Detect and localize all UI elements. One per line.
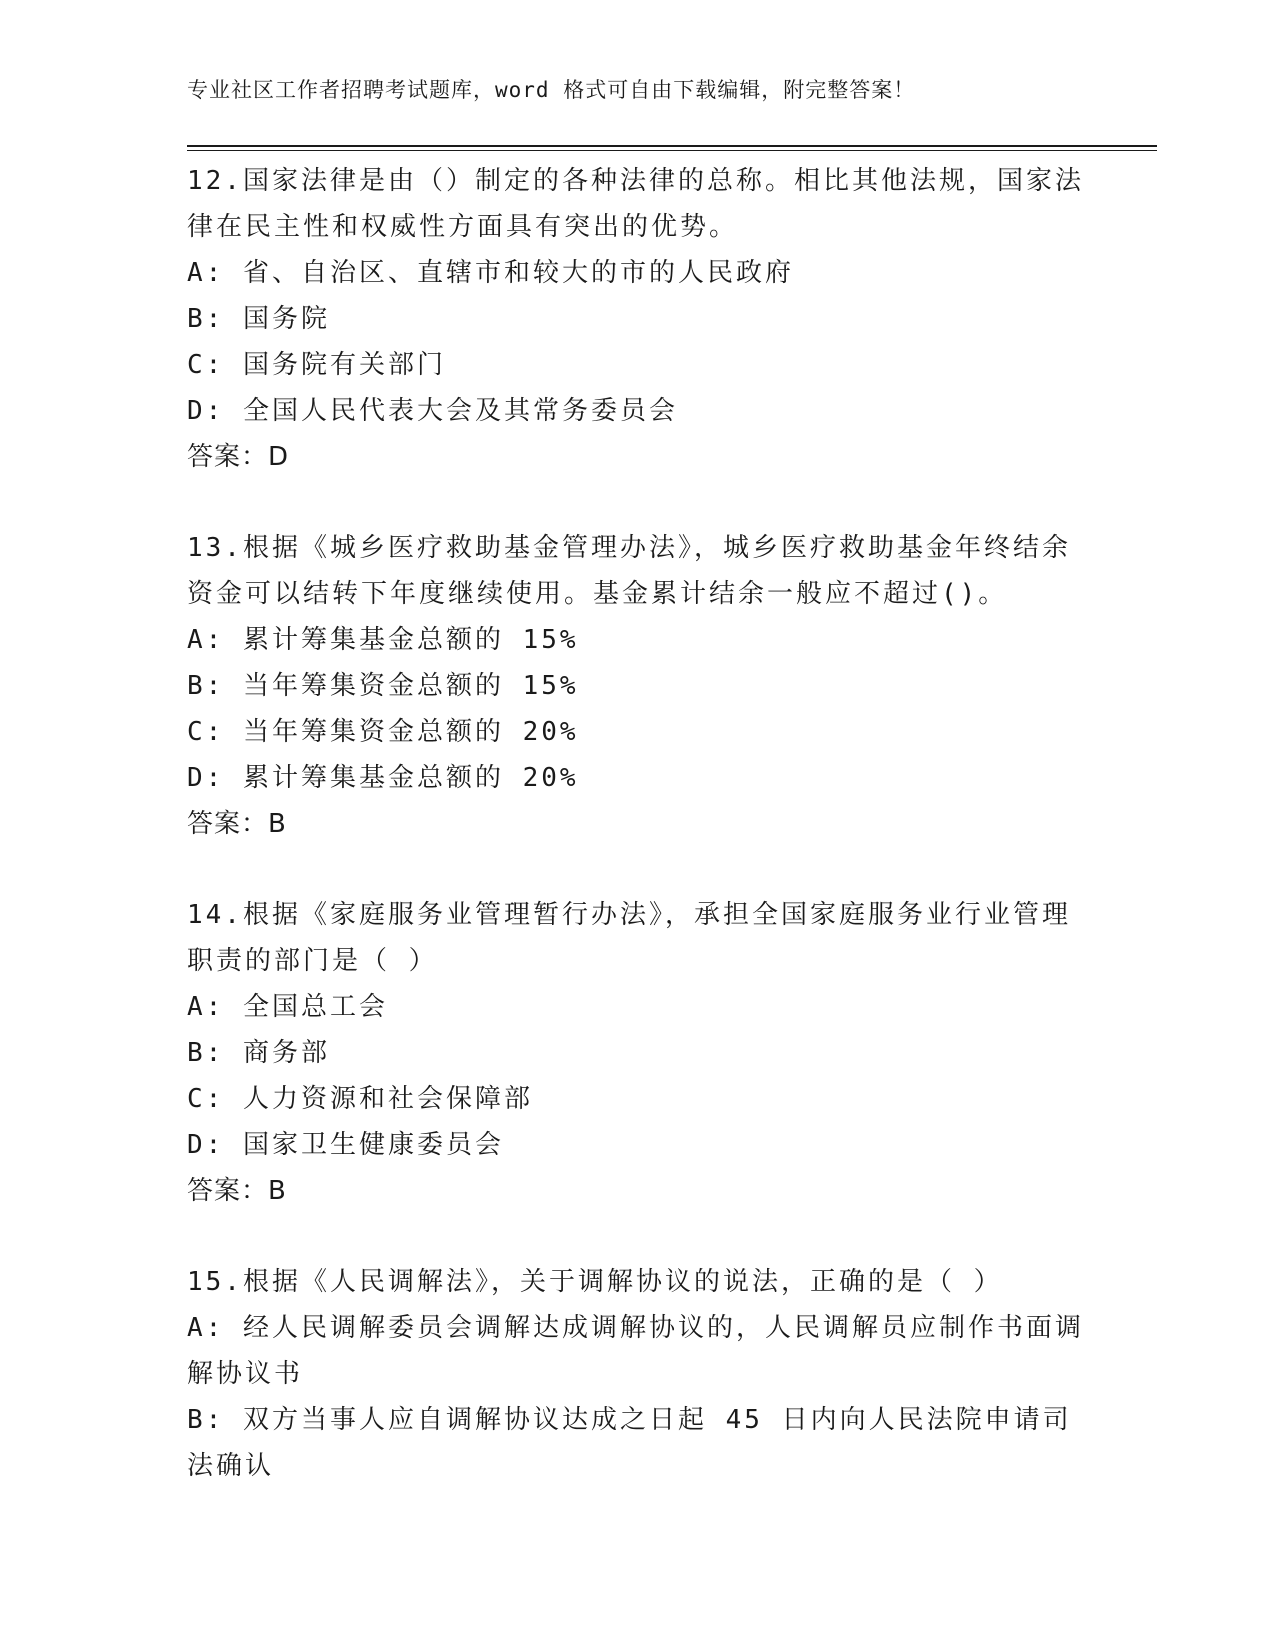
question-14 — [187, 892, 1087, 1214]
option-a: A: 省、自治区、直辖市和较大的市的人民政府 — [187, 258, 794, 288]
question-15 — [187, 1259, 1087, 1489]
option-b: B: 国务院 — [187, 304, 330, 334]
option-d: D: 全国人民代表大会及其常务委员会 — [187, 396, 678, 426]
header-divider-thick — [187, 145, 1157, 147]
option-d: D: 国家卫生健康委员会 — [187, 1130, 504, 1160]
option-c: C: 人力资源和社会保障部 — [187, 1084, 533, 1114]
header-divider-thin — [187, 150, 1157, 151]
question-13 — [187, 525, 1087, 847]
option-b: B: 商务部 — [187, 1038, 330, 1068]
document-header: 专业社区工作者招聘考试题库，word 格式可自由下载编辑，附完整答案！ — [187, 78, 916, 102]
option-a: A: 累计筹集基金总额的 15% — [187, 625, 579, 655]
option-b: B: 双方当事人应自调解协议达成之日起 45 日内向人民法院申请司法确认 — [187, 1405, 1072, 1481]
question-list — [187, 158, 1087, 1534]
question-12 — [187, 158, 1087, 480]
question-stem: 13.根据《城乡医疗救助基金管理办法》，城乡医疗救助基金年终结余资金可以结转下年度继续使用。基金累计结余一般应不超过()。 — [187, 533, 1071, 609]
option-a: A: 全国总工会 — [187, 992, 388, 1022]
question-stem: 15.根据《人民调解法》，关于调解协议的说法，正确的是（ ） — [187, 1267, 1003, 1297]
option-a: A: 经人民调解委员会调解达成调解协议的，人民调解员应制作书面调解协议书 — [187, 1313, 1084, 1389]
answer-label: 答案：D — [187, 442, 290, 472]
answer-label: 答案：B — [187, 809, 287, 839]
option-d: D: 累计筹集基金总额的 20% — [187, 763, 579, 793]
option-c: C: 当年筹集资金总额的 20% — [187, 717, 579, 747]
answer-label: 答案：B — [187, 1176, 287, 1206]
option-c: C: 国务院有关部门 — [187, 350, 446, 380]
question-stem: 14.根据《家庭服务业管理暂行办法》，承担全国家庭服务业行业管理职责的部门是（ ） — [187, 900, 1071, 976]
question-stem: 12.国家法律是由（）制定的各种法律的总称。相比其他法规，国家法律在民主性和权威性方面具有突出的优势。 — [187, 166, 1084, 242]
option-b: B: 当年筹集资金总额的 15% — [187, 671, 579, 701]
